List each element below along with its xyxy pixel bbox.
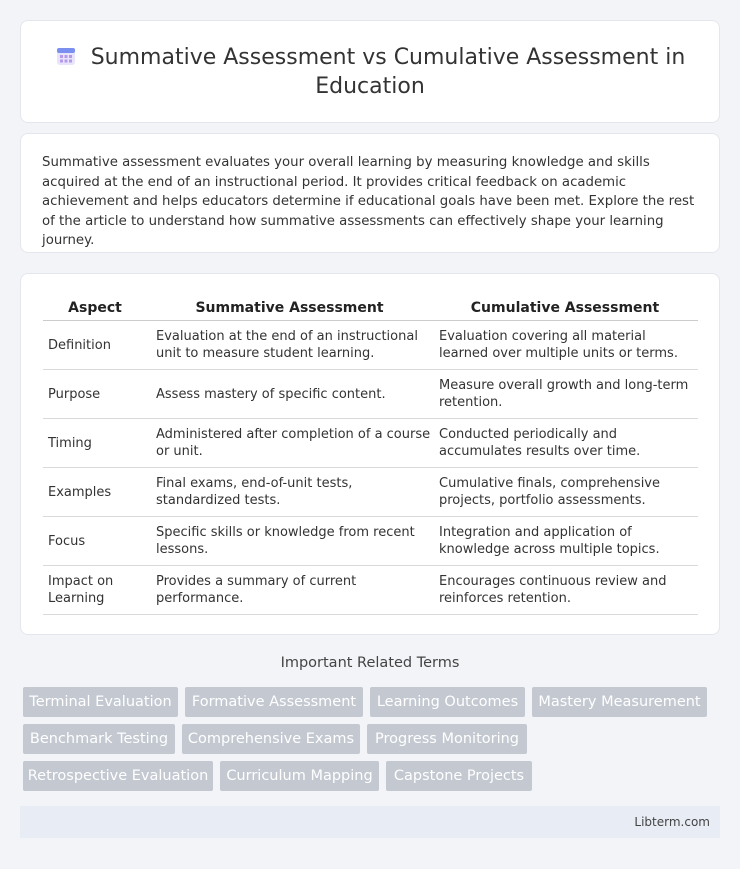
summative-cell: Specific skills or knowledge from recent lessons.	[147, 517, 432, 566]
summative-cell: Evaluation at the end of an instructional unit to measure student learning.	[147, 321, 432, 370]
cumulative-cell: Cumulative finals, comprehensive projects, portfolio assessments.	[432, 468, 698, 517]
cumulative-cell: Measure overall growth and long-term retention.	[432, 370, 698, 419]
cumulative-cell: Evaluation covering all material learned over multiple units or terms.	[432, 321, 698, 370]
aspect-cell: Focus	[43, 517, 147, 566]
related-term-tag[interactable]: Benchmark Testing	[23, 724, 175, 754]
related-term-tag[interactable]: Learning Outcomes	[370, 687, 525, 717]
footer	[20, 806, 720, 838]
aspect-cell: Examples	[43, 468, 147, 517]
header-summative: Summative Assessment	[147, 296, 432, 321]
related-term-tag[interactable]: Comprehensive Exams	[182, 724, 360, 754]
related-term-tag[interactable]: Capstone Projects	[386, 761, 532, 791]
aspect-cell: Timing	[43, 419, 147, 468]
cumulative-cell: Encourages continuous review and reinforces retention.	[432, 566, 698, 615]
intro-paragraph: Summative assessment evaluates your overall learning by measuring knowledge and skills acquired at the end of an instructional period. It provides critical feedback on academic achievement and helps educators determine if educational goals have been met. Explore the rest of the article to understand how summative assessments can effectively shape your learning journey.	[42, 155, 695, 248]
aspect-cell: Impact on Learning	[43, 566, 147, 615]
related-term-tag[interactable]: Retrospective Evaluation	[23, 761, 213, 791]
related-term-tag[interactable]: Progress Monitoring	[367, 724, 527, 754]
table-row	[43, 370, 698, 419]
table-row	[43, 517, 698, 566]
aspect-cell: Definition	[43, 321, 147, 370]
table-row	[43, 468, 698, 517]
calendar-icon	[55, 45, 77, 67]
related-term-tag[interactable]: Terminal Evaluation	[23, 687, 178, 717]
intro-card	[20, 133, 720, 253]
header-cumulative: Cumulative Assessment	[432, 296, 698, 321]
related-term-tag[interactable]: Curriculum Mapping	[220, 761, 379, 791]
comparison-table	[43, 296, 698, 615]
related-term-tag[interactable]: Mastery Measurement	[532, 687, 707, 717]
summative-cell: Provides a summary of current performance.	[147, 566, 432, 615]
title-card	[20, 20, 720, 123]
footer-site-link[interactable]: Libterm.com	[634, 815, 710, 829]
summative-cell: Final exams, end-of-unit tests, standardized tests.	[147, 468, 432, 517]
comparison-card	[20, 273, 720, 635]
table-header-row	[43, 296, 698, 321]
related-terms-heading: Important Related Terms	[280, 655, 460, 671]
page-title	[21, 43, 719, 101]
header-aspect: Aspect	[43, 296, 147, 321]
table-row	[43, 419, 698, 468]
aspect-cell: Purpose	[43, 370, 147, 419]
summative-cell: Administered after completion of a course or unit.	[147, 419, 432, 468]
cumulative-cell: Integration and application of knowledge across multiple topics.	[432, 517, 698, 566]
summative-cell: Assess mastery of specific content.	[147, 370, 432, 419]
table-row	[43, 566, 698, 615]
related-term-tag[interactable]: Formative Assessment	[185, 687, 363, 717]
page-title-text: Summative Assessment vs Cumulative Assessment in Education	[90, 45, 686, 99]
cumulative-cell: Conducted periodically and accumulates results over time.	[432, 419, 698, 468]
table-row	[43, 321, 698, 370]
